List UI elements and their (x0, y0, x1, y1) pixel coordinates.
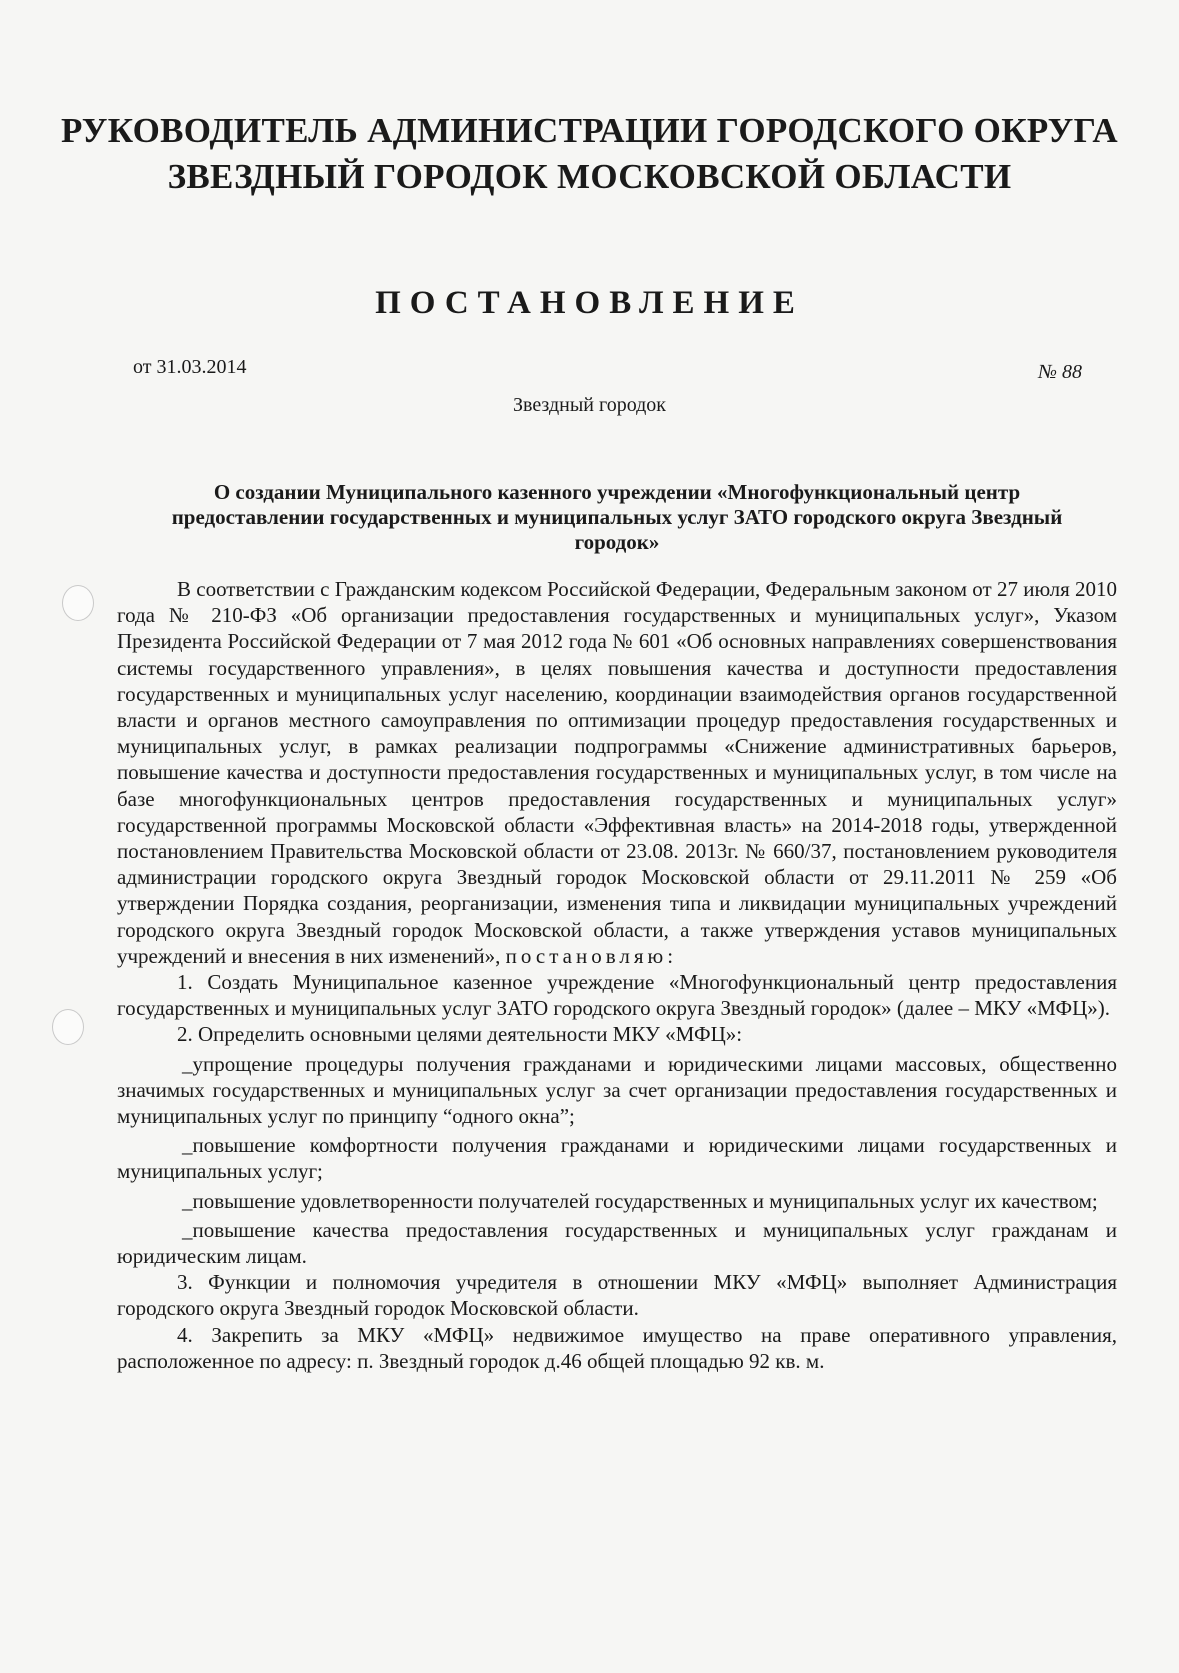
item-4: 4. Закрепить за МКУ «МФЦ» недвижимое имущество на праве оперативного управления, расположенное по адресу: п. Звездный городок д.46 общей площадью 92 кв. м. (117, 1322, 1117, 1373)
issuer-line-2: ЗВЕЗДНЫЙ ГОРОДОК МОСКОВСКОЙ ОБЛАСТИ (167, 157, 1012, 196)
item-3: 3. Функции и полномочия учредителя в отношении МКУ «МФЦ» выполняет Администрация городского округа Звездный городок Московской области. (117, 1270, 1117, 1321)
issuer-line-1: РУКОВОДИТЕЛЬ АДМИНИСТРАЦИИ ГОРОДСКОГО ОКРУГА (61, 111, 1118, 150)
document-city: Звездный городок (512, 394, 667, 416)
goal-bullet-2: _повышение комфортности получения гражданами и юридическими лицами государственных и муниципальных услуг; (117, 1133, 1117, 1184)
goal-bullet-4: _повышение качества предоставления государственных и муниципальных услуг гражданам и юридическим лицам. (117, 1217, 1117, 1269)
document-title: О создании Муниципального казенного учреждении «Многофункциональный центр предоставлении государственных и муниципальных услуг ЗАТО городского округа Звездный городок» (171, 480, 1063, 554)
document-number: № 88 (1038, 361, 1082, 383)
punch-hole-bottom (52, 1009, 84, 1045)
document-type: ПОСТАНОВЛЕНИЕ (375, 285, 804, 321)
goal-bullet-1: _упрощение процедуры получения гражданами и юридическими лицами массовых, общественно значимых государственных и муниципальных услуг за счет организации предоставления государственных и муниципальных услуг по принципу “одного окна”; (117, 1051, 1117, 1129)
issuer-header (60, 108, 1119, 200)
document-body (117, 576, 1117, 1374)
punch-hole-top (62, 585, 94, 621)
goal-bullet-3: _повышение удовлетворенности получателей государственных и муниципальных услуг их качеством; (182, 1188, 1098, 1213)
preamble-paragraph (117, 576, 1117, 969)
item-2: 2. Определить основными целями деятельности МКУ «МФЦ»: (177, 1022, 743, 1047)
preamble-text: В соответствии с Гражданским кодексом Российской Федерации, Федеральным законом от 27 июля 2010 года № 210-ФЗ «Об организации предоставления государственных и муниципальных услуг», Указом Президента Российской Федерации от 7 мая 2012 года № 601 «Об основных направлениях совершенствования системы государственного управления», в целях повышения качества и доступности предоставления государственных и муниципальных услуг населению, координации взаимодействия органов государственной власти и органов местного самоуправления по оптимизации процедур предоставления государственных и муниципальных услуг, в рамках реализации подпрограммы «Снижение административных барьеров, повышение качества и доступности предоставления государственных и муниципальных услуг, в том числе на базе многофункциональных центров предоставления государственных и муниципальных услуг» государственной программы Московской области «Эффективная власть» на 2014-2018 годы, утвержденной постановлением Правительства Московской области от 23.08. 2013г. № 660/37, постановлением руководителя администрации городского округа Звездный городок Московской области от 29.11.2011 № 259 «Об утверждении Порядка создания, реорганизации, изменения типа и ликвидации муниципальных учреждений городского округа Звездный городок Московской области, а также утверждения уставов муниципальных учреждений и внесения в них изменений», (117, 577, 1117, 968)
document-date: от 31.03.2014 (133, 356, 247, 378)
resolve-word: постановляю: (505, 943, 678, 968)
item-1: 1. Создать Муниципальное казенное учреждение «Многофункциональный центр предоставления государственных и муниципальных услуг ЗАТО городского округа Звездный городок» (далее – МКУ «МФЦ»). (117, 970, 1117, 1021)
